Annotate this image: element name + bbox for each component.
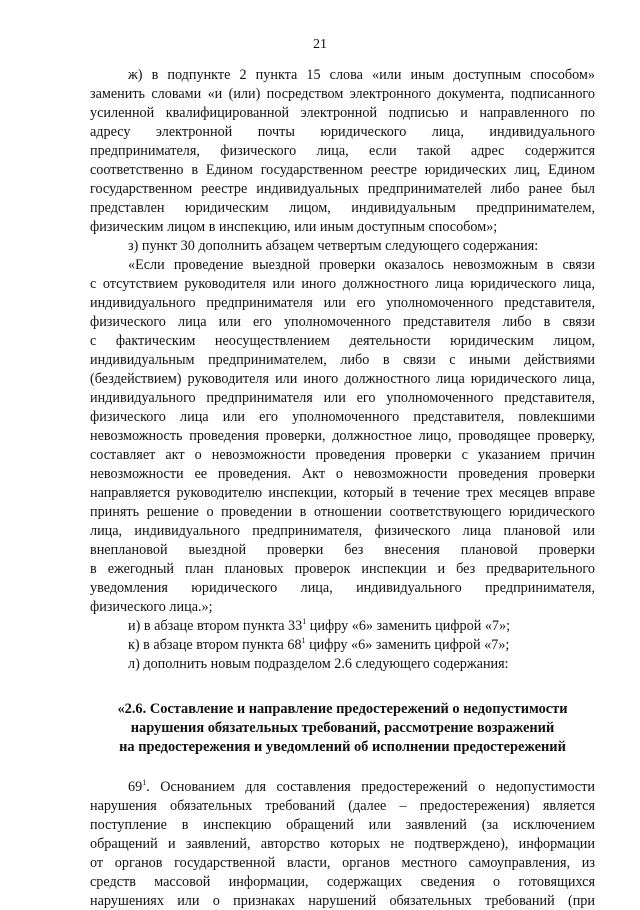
section-heading-line: нарушения обязательных требований, рассмотрение возражений xyxy=(130,720,555,736)
text-line: нарушениях или о признаках нарушений обязательных требований (при xyxy=(90,893,595,909)
text-line: усиленной квалифицированной электронной подписью и направленного по xyxy=(90,105,595,121)
text-line: соответственно в Едином государственном реестре юридических лиц, Едином xyxy=(90,162,595,178)
text-line: физического лица или его уполномоченного представителя либо в связи xyxy=(90,314,595,330)
text-line: лица, индивидуального предпринимателя, физического лица плановой или xyxy=(90,523,595,539)
text-line: с отсутствием руководителя или иного должностного лица юридического лица, xyxy=(90,276,595,292)
section-heading-line: «2.6. Составление и направление предостережений о недопустимости xyxy=(117,701,568,717)
text-line: физического лица или его уполномоченного представителя, повлекшими xyxy=(90,409,595,425)
item-k-line: к) в абзаце втором пункта $68^1$ цифру «6» заменить цифрой «7»; xyxy=(128,636,510,653)
text-line: с фактическим неосуществлением деятельности юридическим лицом, xyxy=(90,333,595,349)
text-line: «Если проведение выездной проверки оказалось невозможным в связи xyxy=(128,257,595,273)
text-line: поступление в инспекцию обращений или заявлений (за исключением xyxy=(90,817,595,833)
text-line: от органов государственной власти, органов местного самоуправления, из xyxy=(90,855,595,871)
item-l-line: л) дополнить новым подразделом 2.6 следующего содержания: xyxy=(128,656,509,672)
page-number: 21 xyxy=(313,37,327,52)
text-line: з) пункт 30 дополнить абзацем четвертым следующего содержания: xyxy=(128,238,539,254)
text-line: адресу электронной почты юридического лица, индивидуального xyxy=(90,124,595,140)
text-line: принять решение о проведении в отношении соответствующего юридического xyxy=(90,504,595,520)
text-line: заменить словами «и (или) посредством электронного документа, подписанного xyxy=(90,86,595,102)
text-line: (бездействием) руководителя или иного должностного лица юридического лица, xyxy=(90,371,595,387)
text-line: направляется руководителю инспекции, который в течение трех месяцев вправе xyxy=(90,485,595,501)
text-line: нарушения обязательных требований (далее – предостережения) является xyxy=(90,798,595,814)
text-line: составляет акт о невозможности проведения проверки с указанием причин xyxy=(90,447,595,463)
text-line: средств массовой информации, содержащих сведения о готовящихся xyxy=(90,874,595,890)
text-line: невозможности ее проведения. Акт о невозможности проведения проверки xyxy=(90,466,595,482)
text-line: невозможность проведения проверки, должностное лицо, проводящее проверку, xyxy=(90,428,595,444)
text-line: индивидуального предпринимателя или его уполномоченного представителя, xyxy=(90,390,595,406)
text-line: физического лица.»; xyxy=(90,599,213,615)
text-line: предпринимателя, физического лица, если такой адрес содержится xyxy=(90,143,595,159)
text-line: индивидуального предпринимателя или его уполномоченного представителя, xyxy=(90,295,595,311)
text-line: ж) в подпункте 2 пункта 15 слова «или иным доступным способом» xyxy=(128,67,595,83)
text-line: в ежегодный план плановых проверок инспекции и без предварительного xyxy=(90,561,595,577)
text-line: уведомления юридического лица, индивидуального предпринимателя, xyxy=(90,580,595,596)
text-line: государственном реестре индивидуальных предпринимателей либо ранее был xyxy=(90,181,595,197)
text-line: индивидуальным предпринимателем, либо в связи с иными действиями xyxy=(90,352,595,368)
text-line: внеплановой выездной проверки без внесения плановой проверки xyxy=(90,542,595,558)
section-heading-line: на предостережения и уведомлений об исполнении предостережений xyxy=(119,739,566,755)
item-i-line: и) в абзаце втором пункта $33^1$ цифру «6» заменить цифрой «7»; xyxy=(128,617,511,634)
text-line: представлен юридическим лицом, индивидуальным предпринимателем, xyxy=(90,200,595,216)
paragraph-69-first-line: $69^1$. Основанием для составления предостережений о недопустимости xyxy=(128,778,595,795)
text-line: физическим лицом в инспекцию, или иным доступным способом»; xyxy=(90,219,498,235)
text-line: обращений и заявлений, авторство которых не подтверждено), информации xyxy=(90,836,595,852)
